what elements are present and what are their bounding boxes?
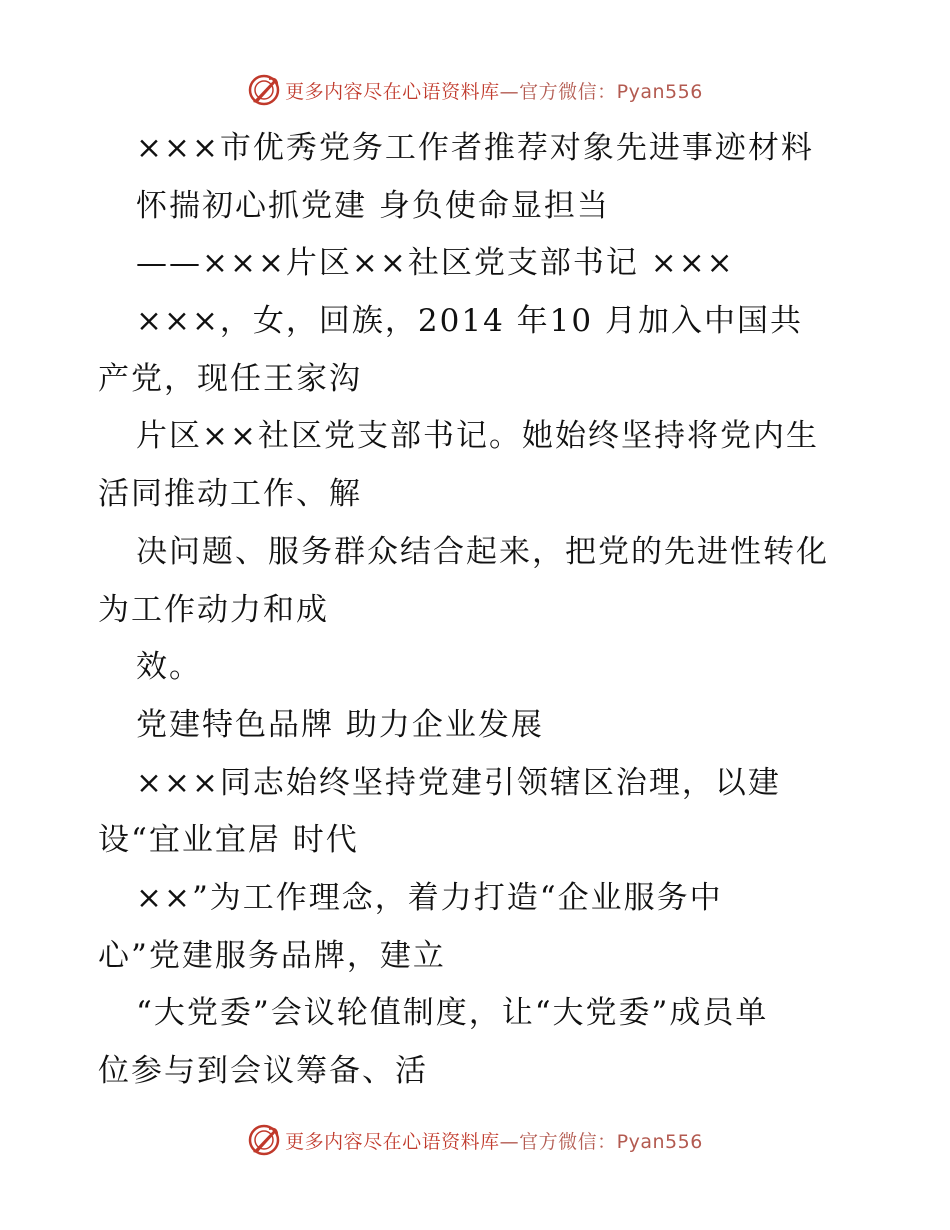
- paragraph-line: 片区××社区党支部书记。她始终坚持将党内生: [136, 418, 819, 455]
- banner-text: 更多内容尽在心语资料库—官方微信：Pyan556: [285, 1130, 703, 1153]
- footer-watermark-banner: [0, 1120, 950, 1160]
- banner-text: 更多内容尽在心语资料库—官方微信：Pyan556: [285, 80, 703, 103]
- paragraph-line: 活同推动工作、解: [98, 476, 362, 513]
- document-title: ×××市优秀党务工作者推荐对象先进事迹材料: [136, 130, 814, 166]
- paragraph-line: 效。: [136, 649, 202, 686]
- document-subtitle: 怀揣初心抓党建 身负使命显担当: [136, 187, 610, 224]
- paragraph-line: ×××同志始终坚持党建引领辖区治理，以建: [136, 764, 781, 801]
- paragraph-line: 为工作动力和成: [98, 591, 329, 628]
- paragraph-line: ××”为工作理念，着力打造“企业服务中: [136, 879, 723, 916]
- quill-logo-icon: [247, 1123, 281, 1157]
- paragraph-line: 设“宜业宜居 时代: [98, 822, 359, 859]
- section-heading: 党建特色品牌 助力企业发展: [136, 706, 544, 743]
- paragraph-line: ×××，女，回族，2014 年10 月加入中国共: [136, 303, 803, 340]
- document-byline: ——×××片区××社区党支部书记 ×××: [136, 245, 735, 282]
- quill-logo-icon: [247, 73, 281, 107]
- paragraph-line: 产党，现任王家沟: [98, 360, 362, 397]
- paragraph-line: “大党委”会议轮值制度，让“大党委”成员单: [136, 995, 769, 1032]
- document-body: [98, 120, 858, 1101]
- header-watermark-banner: [0, 70, 950, 110]
- paragraph-line: 决问题、服务群众结合起来，把党的先进性转化: [136, 533, 829, 570]
- paragraph-line: 位参与到会议筹备、活: [98, 1053, 428, 1089]
- paragraph-line: 心”党建服务品牌，建立: [98, 937, 446, 974]
